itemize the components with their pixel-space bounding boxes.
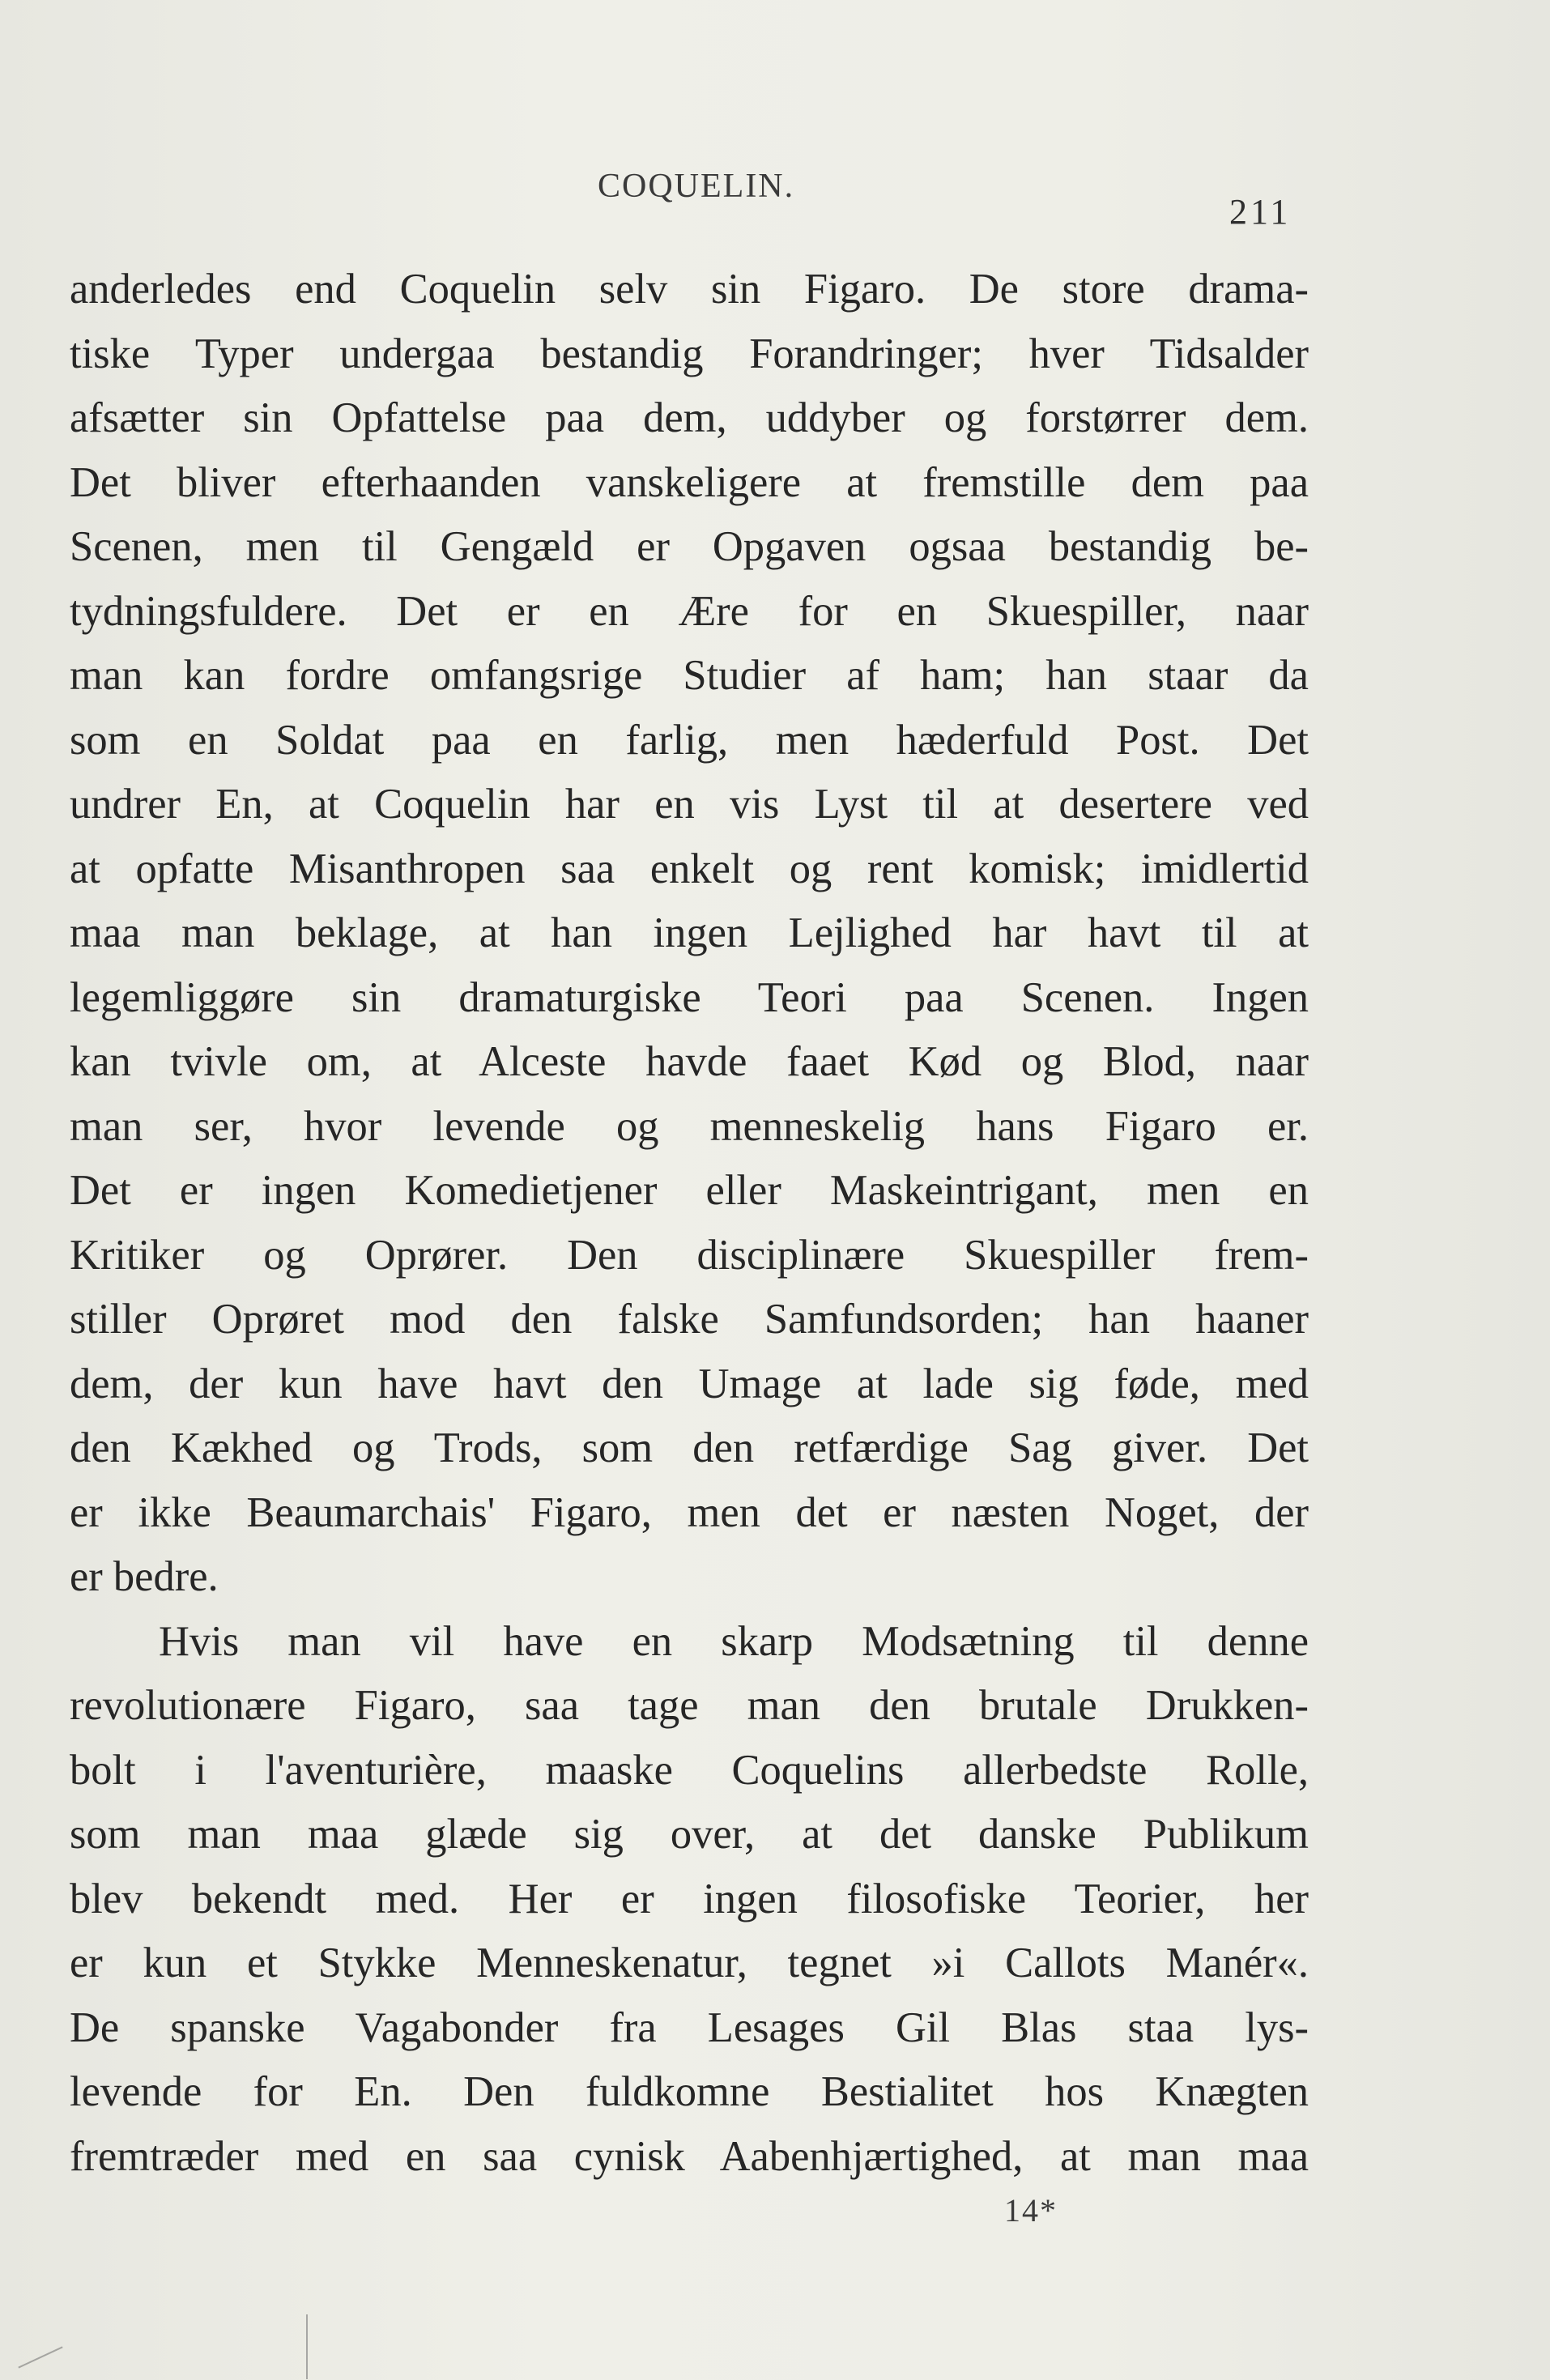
text-line: undrer En, at Coquelin har en vis Lyst til at desertere ved [70,781,1309,828]
text-line: Hvis man vil have en skarp Modsætning til denne [159,1617,1309,1665]
text-line: blev bekendt med. Her er ingen filosofiske Teorier, her [70,1875,1309,1922]
text-line: Scenen, men til Gengæld er Opgaven ogsaa bestandig be- [70,523,1309,570]
page-number: 211 [1229,192,1292,232]
text-line: den Kækhed og Trods, som den retfærdige Sag giver. Det [70,1424,1309,1471]
text-line: fremtræder med en saa cynisk Aabenhjærtighed, at man maa [70,2132,1309,2180]
text-line: Kritiker og Oprører. Den disciplinære Skuespiller frem- [70,1231,1309,1279]
text-line: tiske Typer undergaa bestandig Forandringer; hver Tidsalder [70,330,1309,377]
text-line: kan tvivle om, at Alceste havde faaet Kød og Blod, naar [70,1038,1309,1085]
text-line: anderledes end Coquelin selv sin Figaro. De store drama- [70,266,1309,313]
text-line: som man maa glæde sig over, at det danske Publikum [70,1811,1309,1858]
text-line: levende for En. Den fuldkomne Bestialitet hos Knægten [70,2068,1309,2115]
text-line: man ser, hvor levende og menneskelig hans Figaro er. [70,1102,1309,1150]
text-line: legemliggøre sin dramaturgiske Teori paa Scenen. Ingen [70,973,1309,1021]
text-line: stiller Oprøret mod den falske Samfundsorden; han haaner [70,1296,1309,1343]
text-line: dem, der kun have havt den Umage at lade sig føde, med [70,1360,1309,1407]
paper-scratch [18,2346,62,2368]
signature-mark: 14* [1004,2192,1058,2229]
body-text [70,258,1309,2189]
text-line: man kan fordre omfangsrige Studier af ham; han staar da [70,652,1309,699]
text-line: bolt i l'aventurière, maaske Coquelins allerbedste Rolle, [70,1746,1309,1794]
text-line: De spanske Vagabonder fra Lesages Gil Blas staa lys- [70,2003,1309,2051]
text-line: som en Soldat paa en farlig, men hæderfuld Post. Det [70,716,1309,764]
text-line: Det er ingen Komedietjener eller Maskeintrigant, men en [70,1167,1309,1214]
text-line: er kun et Stykke Menneskenatur, tegnet »i Callots Manér«. [70,1939,1309,1986]
text-line: revolutionære Figaro, saa tage man den brutale Drukken- [70,1682,1309,1729]
text-line: afsætter sin Opfattelse paa dem, uddyber og forstørrer dem. [70,394,1309,441]
text-line: maa man beklage, at han ingen Lejlighed har havt til at [70,909,1309,956]
text-line: tydningsfuldere. Det er en Ære for en Skuespiller, naar [70,587,1309,635]
paper-scratch [306,2314,308,2379]
text-line: at opfatte Misanthropen saa enkelt og rent komisk; imidlertid [70,845,1309,892]
text-line: er ikke Beaumarchais' Figaro, men det er næsten Noget, der [70,1488,1309,1536]
running-head: COQUELIN. [598,168,795,205]
text-line: Det bliver efterhaanden vanskeligere at fremstille dem paa [70,458,1309,506]
text-line: er bedre. [70,1553,219,1600]
